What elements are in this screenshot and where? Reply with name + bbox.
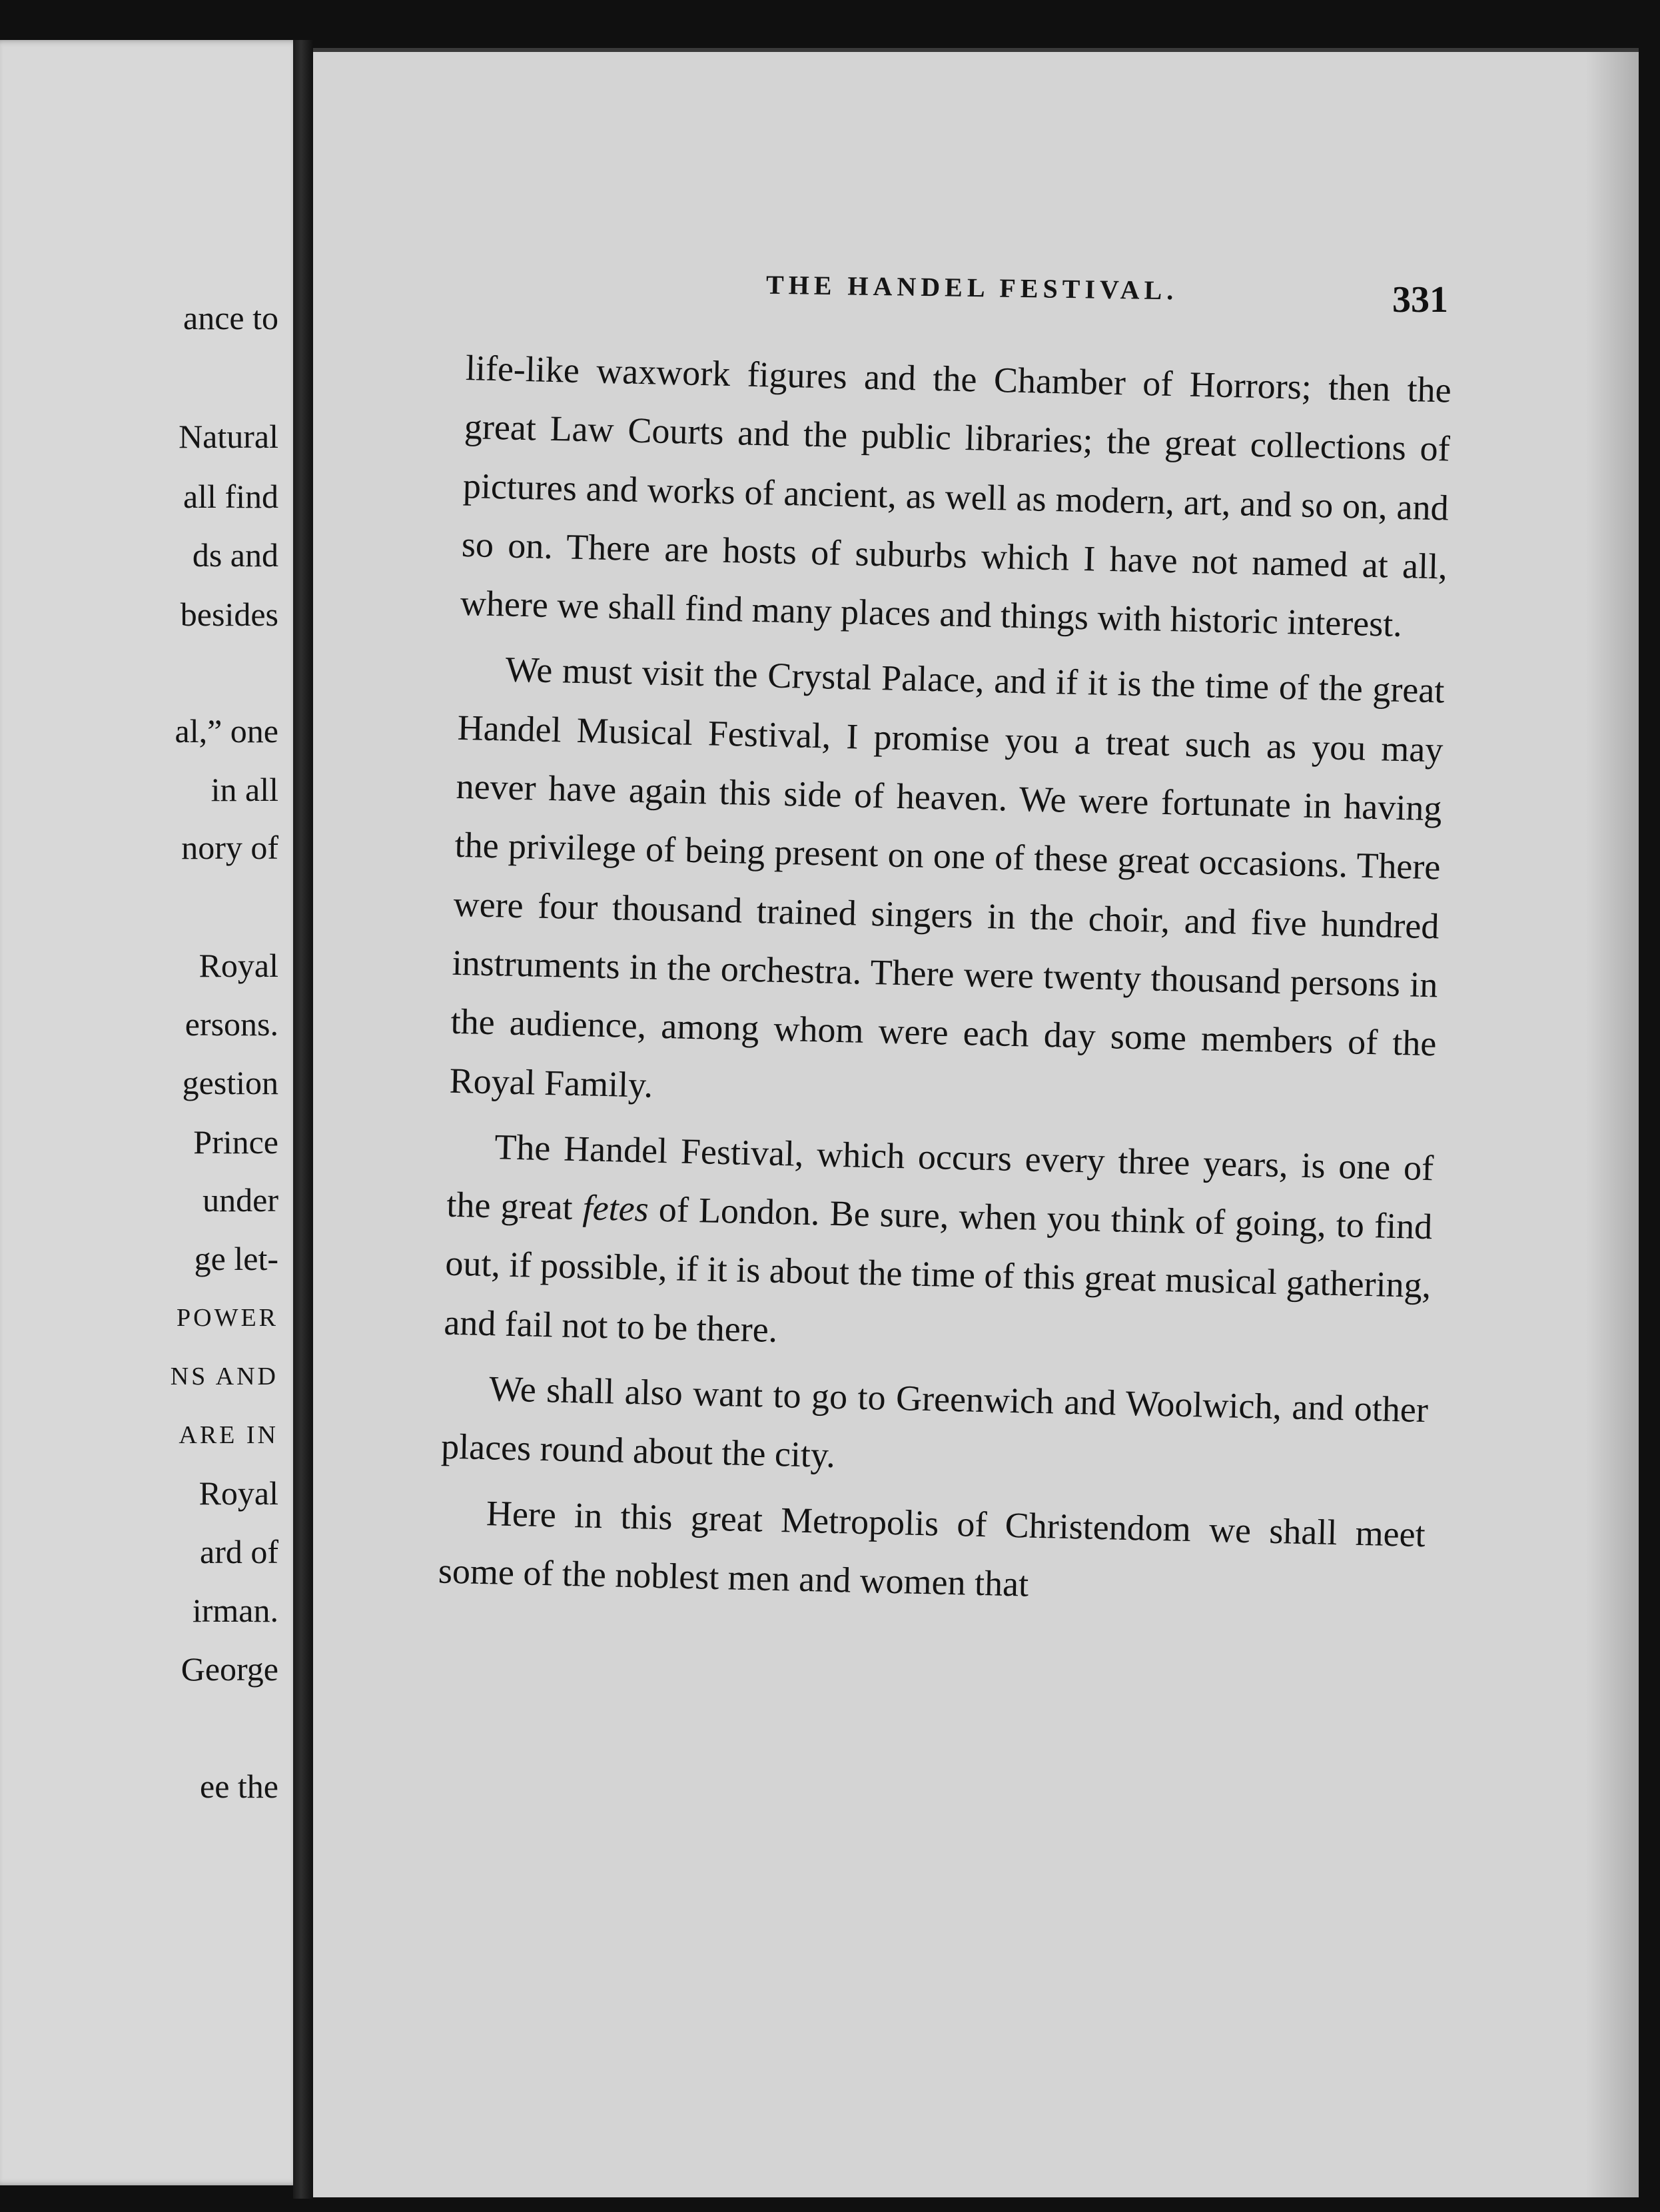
right-page <box>313 48 1639 2197</box>
left-page-line: in all <box>210 771 278 808</box>
paragraph-1: life-like waxwork figures and the Chamber of Horrors; then the great Law Courts and the public libraries; the great collections of pictures and works of ancient, as well as modern, art, and so on, and so on. There are hosts of suburbs which I have not named at all, where we shall find many places and things with historic interest. <box>460 347 1452 645</box>
running-head: THE HANDEL FESTIVAL. <box>765 269 1178 306</box>
left-page-line: ersons. <box>185 1005 278 1043</box>
left-page-line: Prince <box>193 1123 278 1161</box>
left-page-line: irman. <box>192 1592 278 1629</box>
left-page-line: POWER <box>177 1304 278 1332</box>
italic-word-fetes: fetes <box>582 1187 649 1229</box>
paragraph-3-start: The Handel Festival, which occurs every three years, is one of the great <box>446 1127 1434 1228</box>
paragraph-2: We must visit the Crystal Palace, and if it is the time of the great Handel Musical Festival, I promise you a treat such as you may never have again this side of heaven. We were fortunate in having the privilege of being present on one of these great occasions. There were four thousand trained singers in the choir, and five hundred instruments in the orchestra. There were twenty thousand persons in the audience, among whom were each day some members of the Royal Family. <box>449 649 1446 1105</box>
left-page-line: al,” one <box>175 712 278 750</box>
left-page-line: George <box>181 1650 278 1688</box>
left-page-line: ge let- <box>194 1240 278 1277</box>
left-page-line: ard of <box>200 1533 278 1570</box>
left-page-line: gestion <box>182 1064 278 1101</box>
left-page-line: ds and <box>192 536 278 574</box>
paragraph-4: We shall also want to go to Greenwich and Woolwich, and other places round about the city. <box>440 1369 1429 1476</box>
left-page-line: ee the <box>200 1768 278 1805</box>
left-page-line: ARE IN <box>179 1421 278 1449</box>
left-page-line: NS AND <box>170 1363 278 1390</box>
paragraph-3-end: of London. Be sure, when you think of going, to find out, if possible, if it is about the time of this great musical gathering, and fail not to be there. <box>443 1189 1433 1350</box>
book-gutter <box>293 40 313 2199</box>
page-number: 331 <box>1392 279 1448 320</box>
paragraph-5: Here in this great Metropolis of Christendom we shall meet some of the noblest men and women that <box>438 1492 1426 1604</box>
left-page <box>0 40 301 2185</box>
left-page-line: Natural <box>179 418 278 455</box>
paragraph-3 <box>443 1117 1434 1375</box>
left-page-line: Royal <box>199 1474 278 1512</box>
left-page-line: under <box>203 1181 278 1219</box>
body-text <box>438 338 1452 1629</box>
left-page-line: nory of <box>181 829 278 866</box>
left-page-line: Royal <box>199 947 278 984</box>
left-page-line: all find <box>183 478 278 515</box>
left-page-line: besides <box>180 596 278 633</box>
left-page-line: ance to <box>183 299 278 336</box>
